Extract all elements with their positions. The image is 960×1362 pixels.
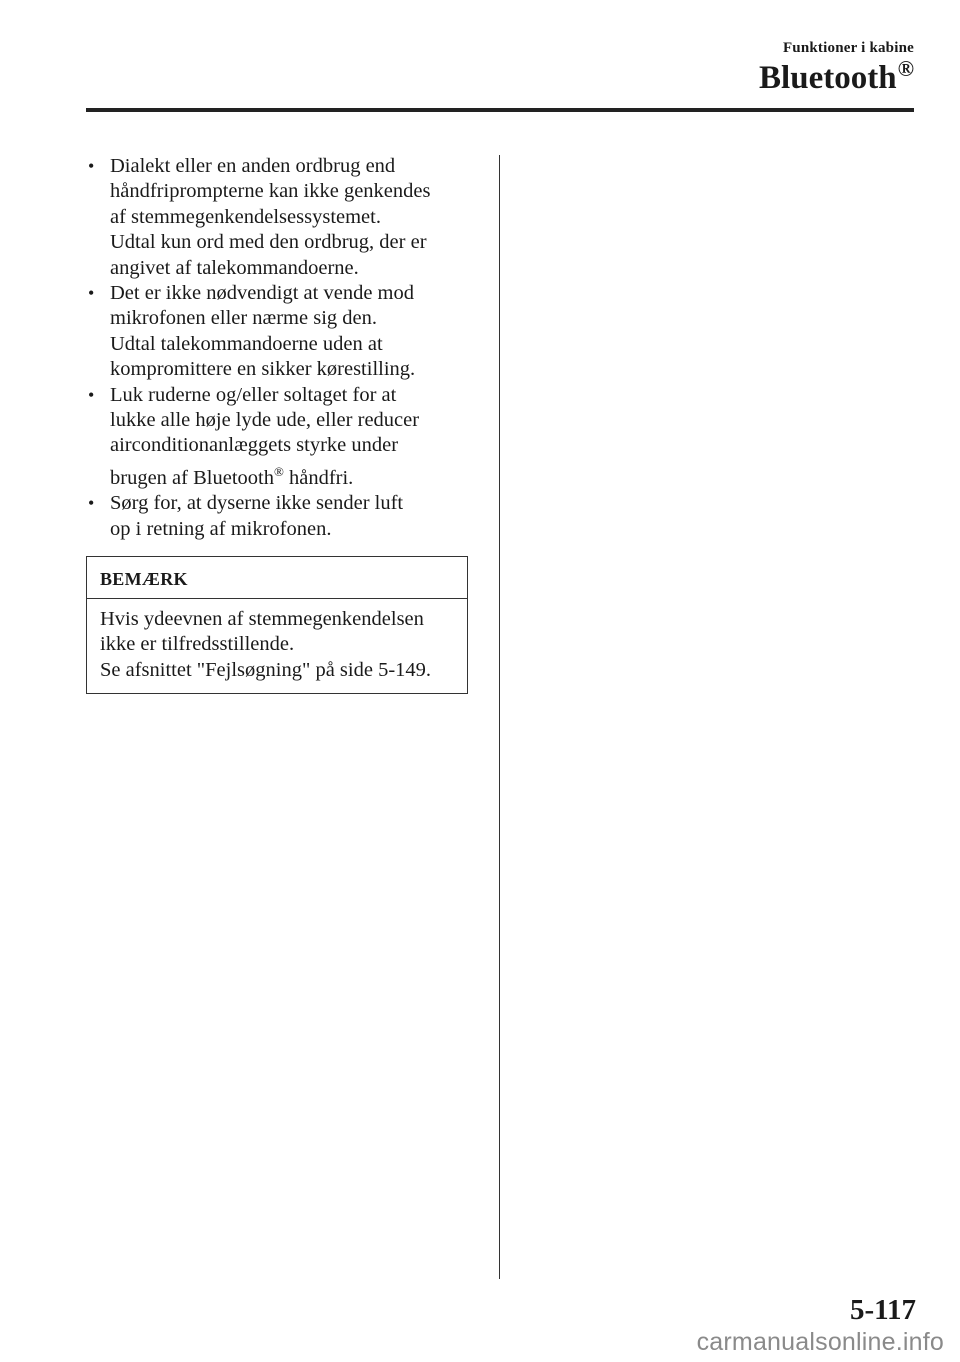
header-rule [86,108,914,112]
bullet-item [86,383,486,492]
page-number: 5-117 [849,1294,916,1326]
bullet-item [86,491,486,542]
bullet-line: Luk ruderne og/eller soltaget for at [110,383,397,406]
note-box [86,556,468,694]
bullet-icon: • [88,283,95,304]
bullet-line: airconditionanlæggets styrke under [110,434,399,457]
bullet-line [110,459,486,491]
note-title: BEMÆRK [100,569,188,589]
bullet-line: håndfriprompterne kan ikke genkendes [110,180,431,203]
bullet-line: op i retning af mikrofonen. [110,517,332,540]
bullet-icon: • [88,493,95,514]
page-title [759,58,914,95]
bullet-text: håndfri. [283,466,354,489]
bullet-line: Udtal kun ord med den ordbrug, der er [110,231,427,254]
registered-mark: ® [273,463,284,479]
section-title: Funktioner i kabine [782,40,914,56]
bullet-line: lukke alle høje lyde ude, eller reducer [110,409,420,432]
note-line: ikke er tilfredsstillende. [100,633,295,656]
bullet-line: Dialekt eller en anden ordbrug end [110,155,396,177]
bullet-item [86,281,486,383]
column-divider [499,155,500,1279]
registered-mark: ® [897,56,914,81]
bullet-line: Sørg for, at dyserne ikke sender luft [110,492,404,515]
bullet-text: brugen af Bluetooth [110,466,274,489]
bullet-line: af stemmegenkendelsessystemet. [110,205,381,228]
page-title-text: Bluetooth [759,60,897,96]
note-divider [87,598,467,599]
bullet-line: kompromittere en sikker kørestilling. [110,358,416,381]
bullet-line: Udtal talekommandoerne uden at [110,332,383,355]
bullet-icon: • [88,156,95,176]
bullet-item [86,154,486,281]
bullet-line: mikrofonen eller nærme sig den. [110,307,378,330]
bullet-line: angivet af talekommandoerne. [110,256,359,279]
bullet-list [86,154,486,542]
note-body [100,607,461,683]
note-line: Se afsnittet "Fejlsøgning" på side 5-149. [100,658,432,681]
bullet-line: Det er ikke nødvendigt at vende mod [110,282,414,305]
bullet-icon: • [88,384,95,405]
note-line: Hvis ydeevnen af stemmegenkendelsen [100,608,424,630]
watermark[interactable]: carmanualsonline.info [696,1328,944,1356]
